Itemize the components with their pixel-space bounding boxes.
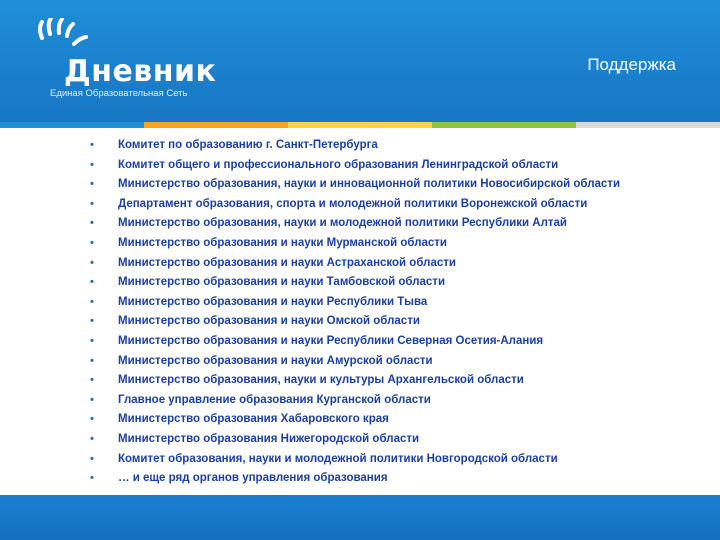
bullet-icon: • bbox=[90, 413, 94, 426]
list-item bbox=[90, 371, 700, 391]
organization-name: … и еще ряд органов управления образования bbox=[118, 472, 388, 485]
list-item bbox=[90, 214, 700, 234]
organization-name: Комитет общего и профессионального образования Ленинградской области bbox=[118, 158, 559, 171]
list-item bbox=[90, 430, 700, 450]
list-item bbox=[90, 450, 700, 470]
stripe-segment-gray bbox=[576, 122, 720, 128]
organization-name: Министерство образования Нижегородской области bbox=[118, 432, 420, 445]
bullet-icon: • bbox=[90, 236, 94, 249]
stripe-segment-orange bbox=[144, 122, 288, 128]
stripe-segment-green bbox=[432, 122, 576, 128]
bullet-icon: • bbox=[90, 256, 94, 269]
organization-name: Главное управление образования Курганской области bbox=[118, 393, 431, 406]
bullet-icon: • bbox=[90, 295, 94, 308]
organizations-section bbox=[90, 136, 700, 489]
organization-name: Министерство образования и науки Республики Тыва bbox=[118, 295, 428, 308]
bullet-icon: • bbox=[90, 178, 94, 191]
footer-bar bbox=[0, 495, 720, 540]
organization-name: Министерство образования и науки Астраханской области bbox=[118, 256, 456, 269]
list-item bbox=[90, 136, 700, 156]
bullet-icon: • bbox=[90, 334, 94, 347]
list-item bbox=[90, 234, 700, 254]
organization-name: Министерство образования и науки Амурской области bbox=[118, 354, 433, 367]
list-item bbox=[90, 273, 700, 293]
stripe-segment-blue bbox=[0, 122, 144, 128]
organization-name: Министерство образования, науки и молодежной политики Республики Алтай bbox=[118, 217, 567, 230]
organization-name: Министерство образования и науки Республики Северная Осетия-Алания bbox=[118, 334, 544, 347]
dnevnik-logo[interactable] bbox=[36, 18, 217, 99]
bullet-icon: • bbox=[90, 276, 94, 289]
organization-name: Министерство образования и науки Мурманской области bbox=[118, 236, 448, 249]
organization-name: Департамент образования, спорта и молодежной политики Воронежской области bbox=[118, 197, 588, 210]
bullet-icon: • bbox=[90, 354, 94, 367]
list-item bbox=[90, 469, 700, 489]
list-item bbox=[90, 254, 700, 274]
organization-name: Комитет по образованию г. Санкт-Петербурга bbox=[118, 139, 378, 151]
logo-name: Дневник bbox=[64, 54, 217, 89]
list-item bbox=[90, 175, 700, 195]
bullet-icon: • bbox=[90, 452, 94, 465]
bullet-icon: • bbox=[90, 393, 94, 406]
list-item bbox=[90, 352, 700, 372]
logo-tagline: Единая Образовательная Сеть bbox=[50, 88, 188, 99]
organizations-list bbox=[90, 136, 700, 489]
bullet-icon: • bbox=[90, 432, 94, 445]
bullet-icon: • bbox=[90, 374, 94, 387]
bullet-icon: • bbox=[90, 158, 94, 171]
list-item bbox=[90, 391, 700, 411]
organization-name: Министерство образования, науки и культуры Архангельской области bbox=[118, 374, 524, 387]
header-banner bbox=[0, 0, 720, 122]
bullet-icon: • bbox=[90, 139, 94, 151]
bullet-icon: • bbox=[90, 217, 94, 230]
color-stripe bbox=[0, 122, 720, 128]
bullet-icon: • bbox=[90, 472, 94, 485]
organization-name: Министерство образования Хабаровского края bbox=[118, 413, 389, 426]
stripe-segment-yellow bbox=[288, 122, 432, 128]
organization-name: Министерство образования и науки Омской области bbox=[118, 315, 420, 328]
list-item bbox=[90, 195, 700, 215]
organization-name: Комитет образования, науки и молодежной политики Новгородской области bbox=[118, 452, 558, 465]
list-item bbox=[90, 293, 700, 313]
page-title: Поддержка bbox=[587, 55, 676, 74]
bullet-icon: • bbox=[90, 315, 94, 328]
bullet-icon: • bbox=[90, 197, 94, 210]
organization-name: Министерство образования, науки и инновационной политики Новосибирской области bbox=[118, 178, 621, 191]
list-item bbox=[90, 312, 700, 332]
organization-name: Министерство образования и науки Тамбовской области bbox=[118, 276, 446, 289]
list-item bbox=[90, 332, 700, 352]
list-item bbox=[90, 156, 700, 176]
list-item bbox=[90, 410, 700, 430]
